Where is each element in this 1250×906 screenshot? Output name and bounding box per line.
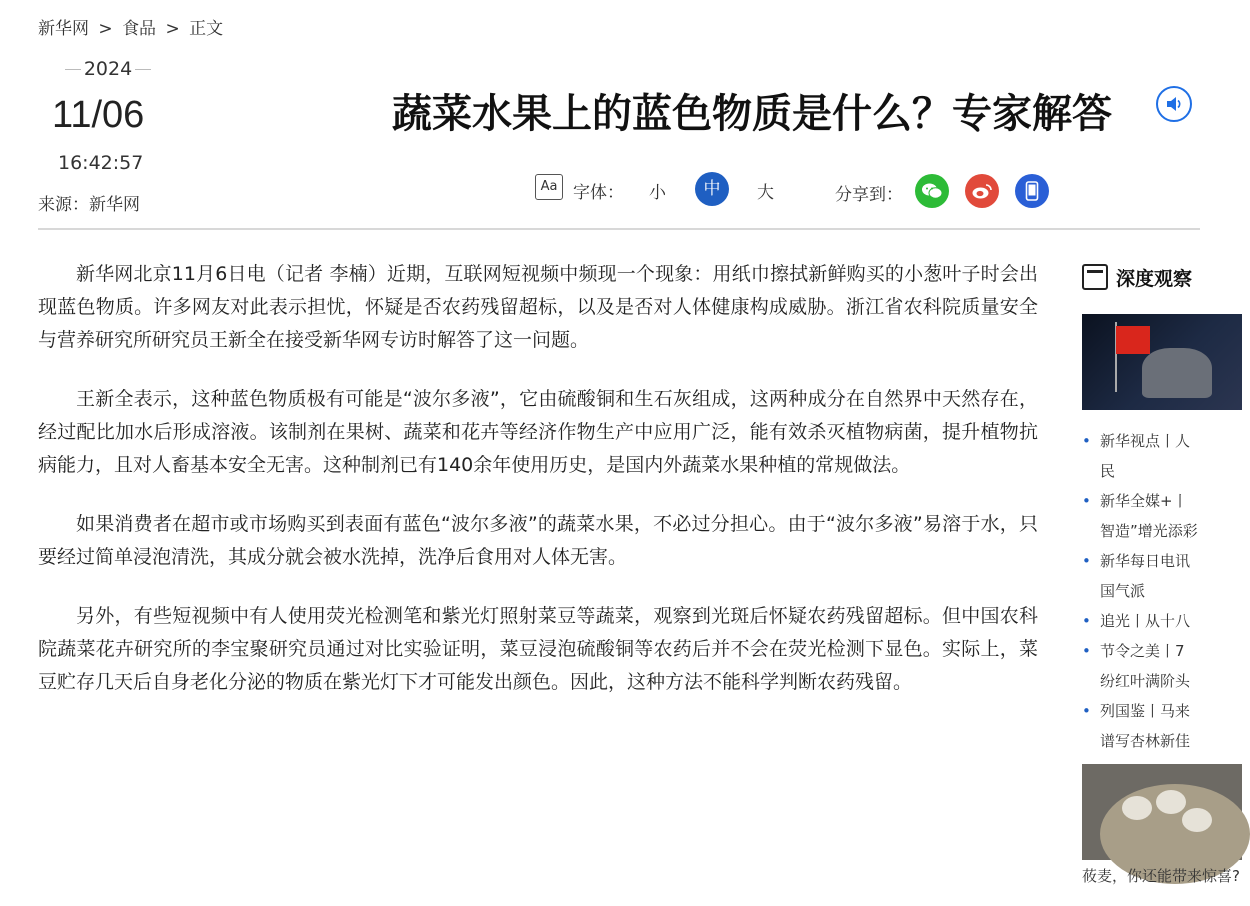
sidebar-deep-observation: [1082, 258, 1240, 906]
speaker-icon: [1165, 95, 1183, 113]
publish-month-day: 11/06: [52, 94, 145, 136]
sidebar-news-item-text: 新华全媒+丨: [1100, 492, 1188, 510]
sidebar-news-item[interactable]: [1082, 456, 1242, 486]
font-size-large-button[interactable]: 大: [757, 183, 774, 203]
dumpling-shape: [1156, 790, 1186, 814]
sidebar-news-item-text: 纷红叶满阶头: [1100, 672, 1191, 690]
article-body: [38, 258, 1038, 725]
bullet-icon: •: [1082, 492, 1091, 510]
sidebar-news-item[interactable]: [1082, 576, 1242, 606]
sidebar-news-item[interactable]: [1082, 726, 1242, 756]
font-size-small-button[interactable]: 小: [649, 183, 666, 203]
sidebar-news-item-text: 节令之美丨7: [1100, 642, 1185, 660]
dumpling-shape: [1182, 808, 1212, 832]
sidebar-food-image[interactable]: [1082, 764, 1242, 860]
sidebar-news-item[interactable]: [1082, 486, 1242, 516]
share-label: 分享到：: [835, 185, 903, 205]
article-paragraph: 新华网北京11月6日电（记者 李楠）近期，互联网短视频中频现一个现象：用纸巾擦拭新鲜购买的小葱叶子时会出现蓝色物质。许多网友对此表示担忧，怀疑是否农药残留超标，以及是否对人体健康构成威胁。浙江省农科院质量安全与营养研究所研究员王新全在接受新华网专访时解答了这一问题。: [38, 263, 1038, 351]
sidebar-news-item[interactable]: [1082, 606, 1242, 636]
sidebar-news-item-text: 民: [1100, 462, 1116, 480]
sidebar-title: 深度观察: [1116, 268, 1193, 290]
share-weibo-button[interactable]: [965, 174, 999, 208]
sidebar-news-item-text: 新华视点丨人: [1100, 432, 1191, 450]
breadcrumb-food-link[interactable]: 食品: [122, 19, 157, 39]
sidebar-feature-image[interactable]: [1082, 314, 1242, 410]
sidebar-news-item-text: 国气派: [1100, 582, 1146, 600]
font-size-medium-button[interactable]: 中: [695, 172, 729, 206]
sidebar-news-item[interactable]: [1082, 666, 1242, 696]
sidebar-news-item-text: 追光丨从十八: [1100, 612, 1191, 630]
sidebar-news-item-text: 列国鉴丨马来: [1100, 702, 1191, 720]
sidebar-news-item[interactable]: [1082, 636, 1242, 666]
page-title: 蔬菜水果上的蓝色物质是什么？专家解答: [392, 91, 1112, 137]
publish-time: 16:42:57: [58, 152, 144, 174]
breadcrumb-separator: >: [98, 19, 113, 39]
breadcrumb: [38, 14, 227, 39]
bullet-icon: •: [1082, 432, 1091, 450]
font-size-label: 字体：: [573, 183, 624, 203]
article-source: 来源：新华网: [38, 195, 140, 215]
sidebar-news-item-text: 智造”增光添彩: [1100, 522, 1198, 540]
sidebar-food-caption[interactable]: 莜麦，你还能带来惊喜?: [1082, 867, 1240, 885]
sidebar-news-item-text: 新华每日电讯: [1100, 552, 1191, 570]
dumpling-shape: [1122, 796, 1152, 820]
bullet-icon: •: [1082, 612, 1091, 630]
sidebar-news-item[interactable]: [1082, 696, 1242, 726]
bullet-icon: •: [1082, 642, 1091, 660]
news-icon: [1082, 264, 1108, 290]
bullet-icon: •: [1082, 552, 1091, 570]
article-paragraph: 如果消费者在超市或市场购买到表面有蓝色“波尔多液”的蔬菜水果，不必过分担心。由于“波尔多液”易溶于水，只要经过简单浸泡清洗，其成分就会被水洗掉，洗净后食用对人体无害。: [38, 513, 1038, 568]
article-toolbar: [535, 172, 1055, 210]
article-paragraph: 另外，有些短视频中有人使用荧光检测笔和紫光灯照射菜豆等蔬菜，观察到光斑后怀疑农药残留超标。但中国农科院蔬菜花卉研究所的李宝聚研究员通过对比实验证明，菜豆浸泡硫酸铜等农药后并不会在荧光检测下显色。实际上，菜豆贮存几天后自身老化分泌的物质在紫光灯下才可能发出颜色。因此，这种方法不能科学判断农药残留。: [38, 605, 1038, 693]
sidebar-news-list: [1082, 426, 1242, 756]
publish-year: 2024: [58, 58, 158, 80]
breadcrumb-home-link[interactable]: 新华网: [38, 19, 89, 39]
weibo-icon: [971, 182, 993, 200]
font-size-icon: Aa: [535, 174, 563, 200]
article-paragraph: 王新全表示，这种蓝色物质极有可能是“波尔多液”，它由硫酸铜和生石灰组成，这两种成分在自然界中天然存在，经过配比加水后形成溶液。该制剂在果树、蔬菜和花卉等经济作物生产中应用广泛，能有效杀灭植物病菌，提升植物抗病能力，且对人畜基本安全无害。这种制剂已有140余年使用历史，是国内外蔬菜水果种植的常规做法。: [38, 388, 1038, 476]
breadcrumb-separator: >: [165, 19, 180, 39]
sidebar-news-item-text: 谱写杏林新佳: [1100, 732, 1191, 750]
sidebar-news-item[interactable]: [1082, 516, 1242, 546]
capsule-shape: [1142, 348, 1212, 398]
flag-shape: [1116, 326, 1150, 354]
bullet-icon: •: [1082, 702, 1091, 720]
sidebar-news-item[interactable]: [1082, 426, 1242, 456]
audio-play-button[interactable]: [1156, 86, 1192, 122]
share-mobile-button[interactable]: [1015, 174, 1049, 208]
mobile-icon: [1025, 181, 1039, 201]
header-divider: [38, 228, 1200, 230]
breadcrumb-current: 正文: [189, 19, 224, 39]
wechat-icon: [921, 182, 943, 200]
share-wechat-button[interactable]: [915, 174, 949, 208]
sidebar-news-item[interactable]: [1082, 546, 1242, 576]
